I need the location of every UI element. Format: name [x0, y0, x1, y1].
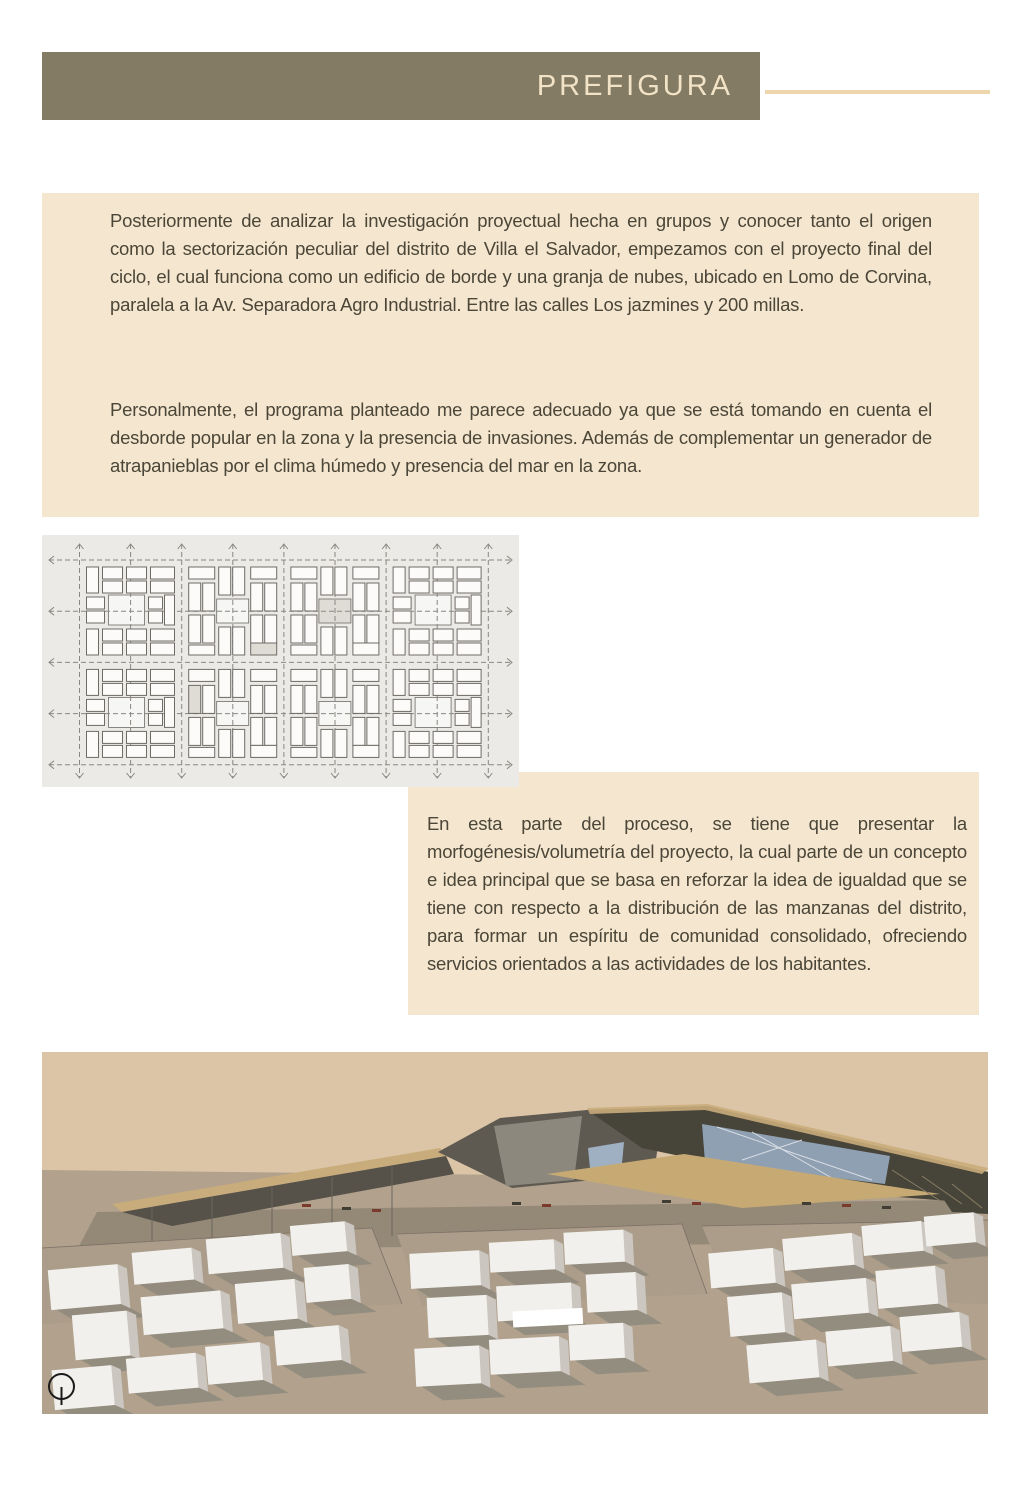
title-accent-line	[765, 90, 990, 94]
concept-paragraph: En esta parte del proceso, se tiene que presentar la morfogénesis/volumetría del proyecto, la cual parte de un concepto e idea principal que se basa en reforzar la idea de igualdad que se tiene con respecto a la distribución de las manzanas del distrito, para formar un espíritu de comunidad consolidado, ofreciendo servicios orientados a las actividades de los habitantes.	[427, 813, 967, 974]
aerial-render-figure	[42, 1052, 988, 1414]
urban-grid-diagram	[42, 535, 519, 787]
intro-paragraph-1: Posteriormente de analizar la investigación proyectual hecha en grupos y conocer tanto el origen como la sectorización peculiar del distrito de Villa el Salvador, empezamos con el proyecto final del ciclo, el cual funciona como un edificio de borde y una granja de nubes, ubicado en Lomo de Corvina, paralela a la Av. Separadora Agro Industrial. Entre las calles Los jazmines y 200 millas.	[110, 210, 932, 315]
concept-text-block	[408, 772, 979, 1015]
urban-grid-plan-icon	[42, 535, 519, 787]
aerial-massing-render-icon	[42, 1052, 988, 1414]
intro-paragraph-2: Personalmente, el programa planteado me parece adecuado ya que se está tomando en cuenta el desborde popular en la zona y la presencia de invasiones. Además de complementar un generador de atrapanieblas por el clima húmedo y presencia del mar en la zona.	[110, 399, 932, 476]
circle-pin-marker-icon	[47, 1372, 77, 1408]
intro-text-block	[42, 193, 979, 517]
page-title: PREFIGURA	[536, 70, 733, 102]
section-title-bar	[42, 52, 760, 120]
